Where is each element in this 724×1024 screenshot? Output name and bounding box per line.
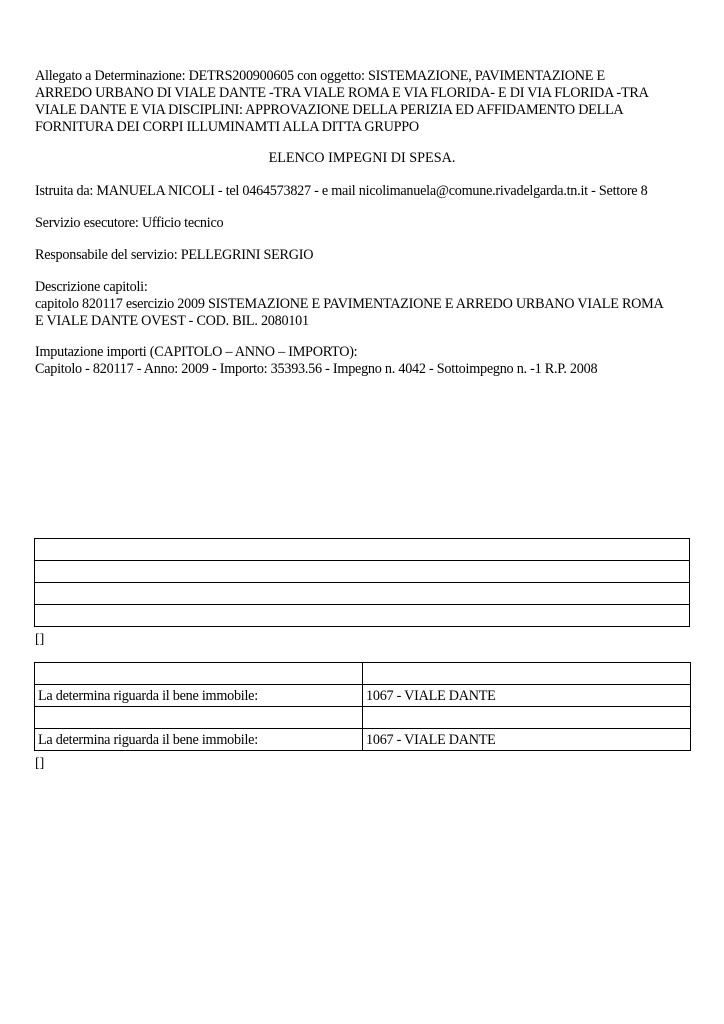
header-line: ARREDO URBANO DI VIALE DANTE -TRA VIALE ROMA E VIA FLORIDA- E DI VIA FLORIDA -TRA xyxy=(35,85,649,101)
descrizione-line: capitolo 820117 esercizio 2009 SISTEMAZIONE E PAVIMENTAZIONE E ARREDO URBANO VIALE ROMA xyxy=(35,296,664,312)
imputazione-section xyxy=(35,344,695,378)
header-line: Allegato a Determinazione: DETRS200900605 con oggetto: SISTEMAZIONE, PAVIMENTAZIONE E xyxy=(35,68,605,84)
imputazione-line: Capitolo - 820117 - Anno: 2009 - Importo: 35393.56 - Impegno n. 4042 - Sottoimpegno n. -1 R.P. 2008 xyxy=(35,361,598,377)
descrizione-label: Descrizione capitoli: xyxy=(35,279,148,295)
imputazione-label: Imputazione importi (CAPITOLO – ANNO – IMPORTO): xyxy=(35,344,358,360)
property-value-cell: 1067 - VIALE DANTE xyxy=(363,685,691,707)
header-line: FORNITURA DEI CORPI ILLUMINAMTI ALLA DITTA GRUPPO xyxy=(35,119,419,135)
table-row xyxy=(35,605,690,627)
property-table xyxy=(34,662,691,751)
table-row xyxy=(35,707,691,729)
table-cell xyxy=(35,561,690,583)
property-value-cell: 1067 - VIALE DANTE xyxy=(363,729,691,751)
table-row xyxy=(35,663,691,685)
header-line: VIALE DANTE E VIA DISCIPLINI: APPROVAZIONE DELLA PERIZIA ED AFFIDAMENTO DELLA xyxy=(35,102,624,118)
property-label-cell: La determina riguarda il bene immobile: xyxy=(35,685,363,707)
table-row xyxy=(35,583,690,605)
table-cell xyxy=(35,583,690,605)
table-row xyxy=(35,561,690,583)
responsabile-line: Responsabile del servizio: PELLEGRINI SERGIO xyxy=(35,247,314,263)
descrizione-section xyxy=(35,279,695,330)
servizio-line: Servizio esecutore: Ufficio tecnico xyxy=(35,215,224,231)
table-cell xyxy=(35,539,690,561)
property-label-cell xyxy=(35,663,363,685)
table-row xyxy=(35,539,690,561)
istruita-line: Istruita da: MANUELA NICOLI - tel 0464573827 - e mail nicolimanuela@comune.rivadelgarda.tn.it - Settore 8 xyxy=(35,183,648,199)
attachment-header xyxy=(35,68,695,136)
property-label-cell: La determina riguarda il bene immobile: xyxy=(35,729,363,751)
property-value-cell xyxy=(363,707,691,729)
empty-marker: [] xyxy=(35,632,45,647)
property-label-cell xyxy=(35,707,363,729)
property-value-cell xyxy=(363,663,691,685)
empty-table xyxy=(34,538,690,627)
table-row xyxy=(35,685,691,707)
table-cell xyxy=(35,605,690,627)
descrizione-line: E VIALE DANTE OVEST - COD. BIL. 2080101 xyxy=(35,313,309,329)
empty-marker: [] xyxy=(35,756,45,771)
table-row xyxy=(35,729,691,751)
document-title: ELENCO IMPEGNI DI SPESA. xyxy=(268,150,456,166)
